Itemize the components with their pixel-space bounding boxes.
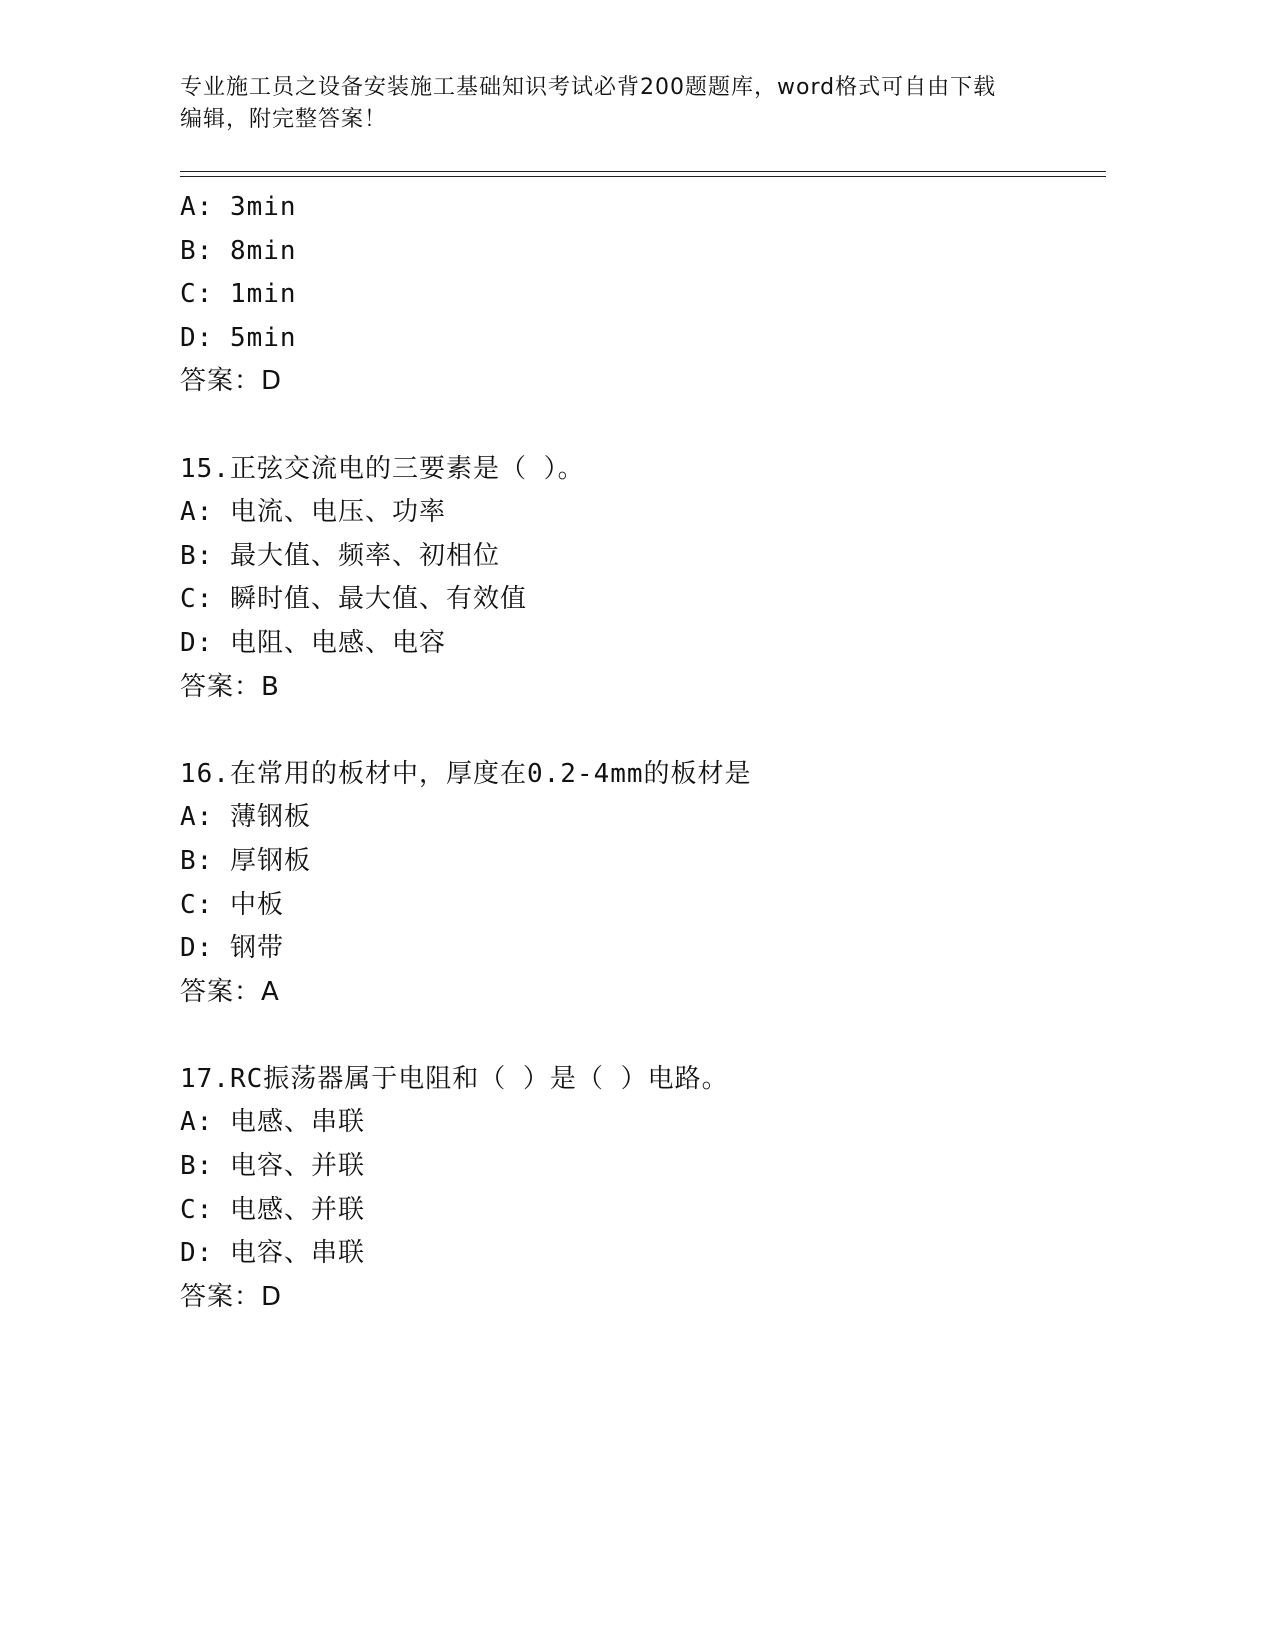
option-b: B: 最大值、频率、初相位 bbox=[180, 540, 500, 571]
option-d: D: 电容、串联 bbox=[180, 1238, 365, 1269]
option-a: A: 薄钢板 bbox=[180, 802, 311, 833]
option-a: A: 3min bbox=[180, 192, 297, 222]
option-c: C: 1min bbox=[180, 279, 297, 310]
option-b: B: 8min bbox=[180, 235, 297, 266]
question-spacer bbox=[180, 404, 1100, 448]
question-text: 17.RC振荡器属于电阻和（ ）是（ ）电路。 bbox=[180, 1063, 729, 1094]
option-d: D: 电阻、电感、电容 bbox=[180, 627, 446, 658]
option-d: D: 5min bbox=[180, 322, 297, 353]
question-block-17 bbox=[180, 1058, 1100, 1320]
document-header bbox=[180, 72, 1040, 136]
header-divider-top bbox=[180, 171, 1106, 172]
answer-line: 答案：A bbox=[180, 976, 280, 1007]
answer-line: 答案：D bbox=[180, 1281, 283, 1312]
question-text: 15.正弦交流电的三要素是（ ）。 bbox=[180, 453, 585, 484]
question-list bbox=[180, 186, 1100, 1319]
question-block-15 bbox=[180, 448, 1100, 710]
question-spacer bbox=[180, 709, 1100, 753]
question-block-partial bbox=[180, 186, 1100, 404]
option-a: A: 电感、串联 bbox=[180, 1107, 365, 1138]
option-c: C: 中板 bbox=[180, 889, 284, 920]
option-c: C: 电感、并联 bbox=[180, 1194, 365, 1225]
header-title-line-1: 专业施工员之设备安装施工基础知识考试必背200题题库，word格式可自由下载 bbox=[180, 75, 997, 100]
header-title-line-2: 编辑，附完整答案！ bbox=[180, 107, 388, 132]
option-b: B: 电容、并联 bbox=[180, 1151, 365, 1182]
option-c: C: 瞬时值、最大值、有效值 bbox=[180, 584, 527, 615]
header-divider-bottom bbox=[180, 176, 1106, 177]
option-b: B: 厚钢板 bbox=[180, 845, 311, 876]
answer-line: 答案：B bbox=[180, 671, 280, 702]
option-a: A: 电流、电压、功率 bbox=[180, 497, 446, 528]
question-spacer bbox=[180, 1014, 1100, 1058]
question-block-16 bbox=[180, 753, 1100, 1015]
question-text: 16.在常用的板材中，厚度在0.2-4mm的板材是 bbox=[180, 758, 752, 789]
answer-line: 答案：D bbox=[180, 366, 283, 397]
option-d: D: 钢带 bbox=[180, 933, 284, 964]
